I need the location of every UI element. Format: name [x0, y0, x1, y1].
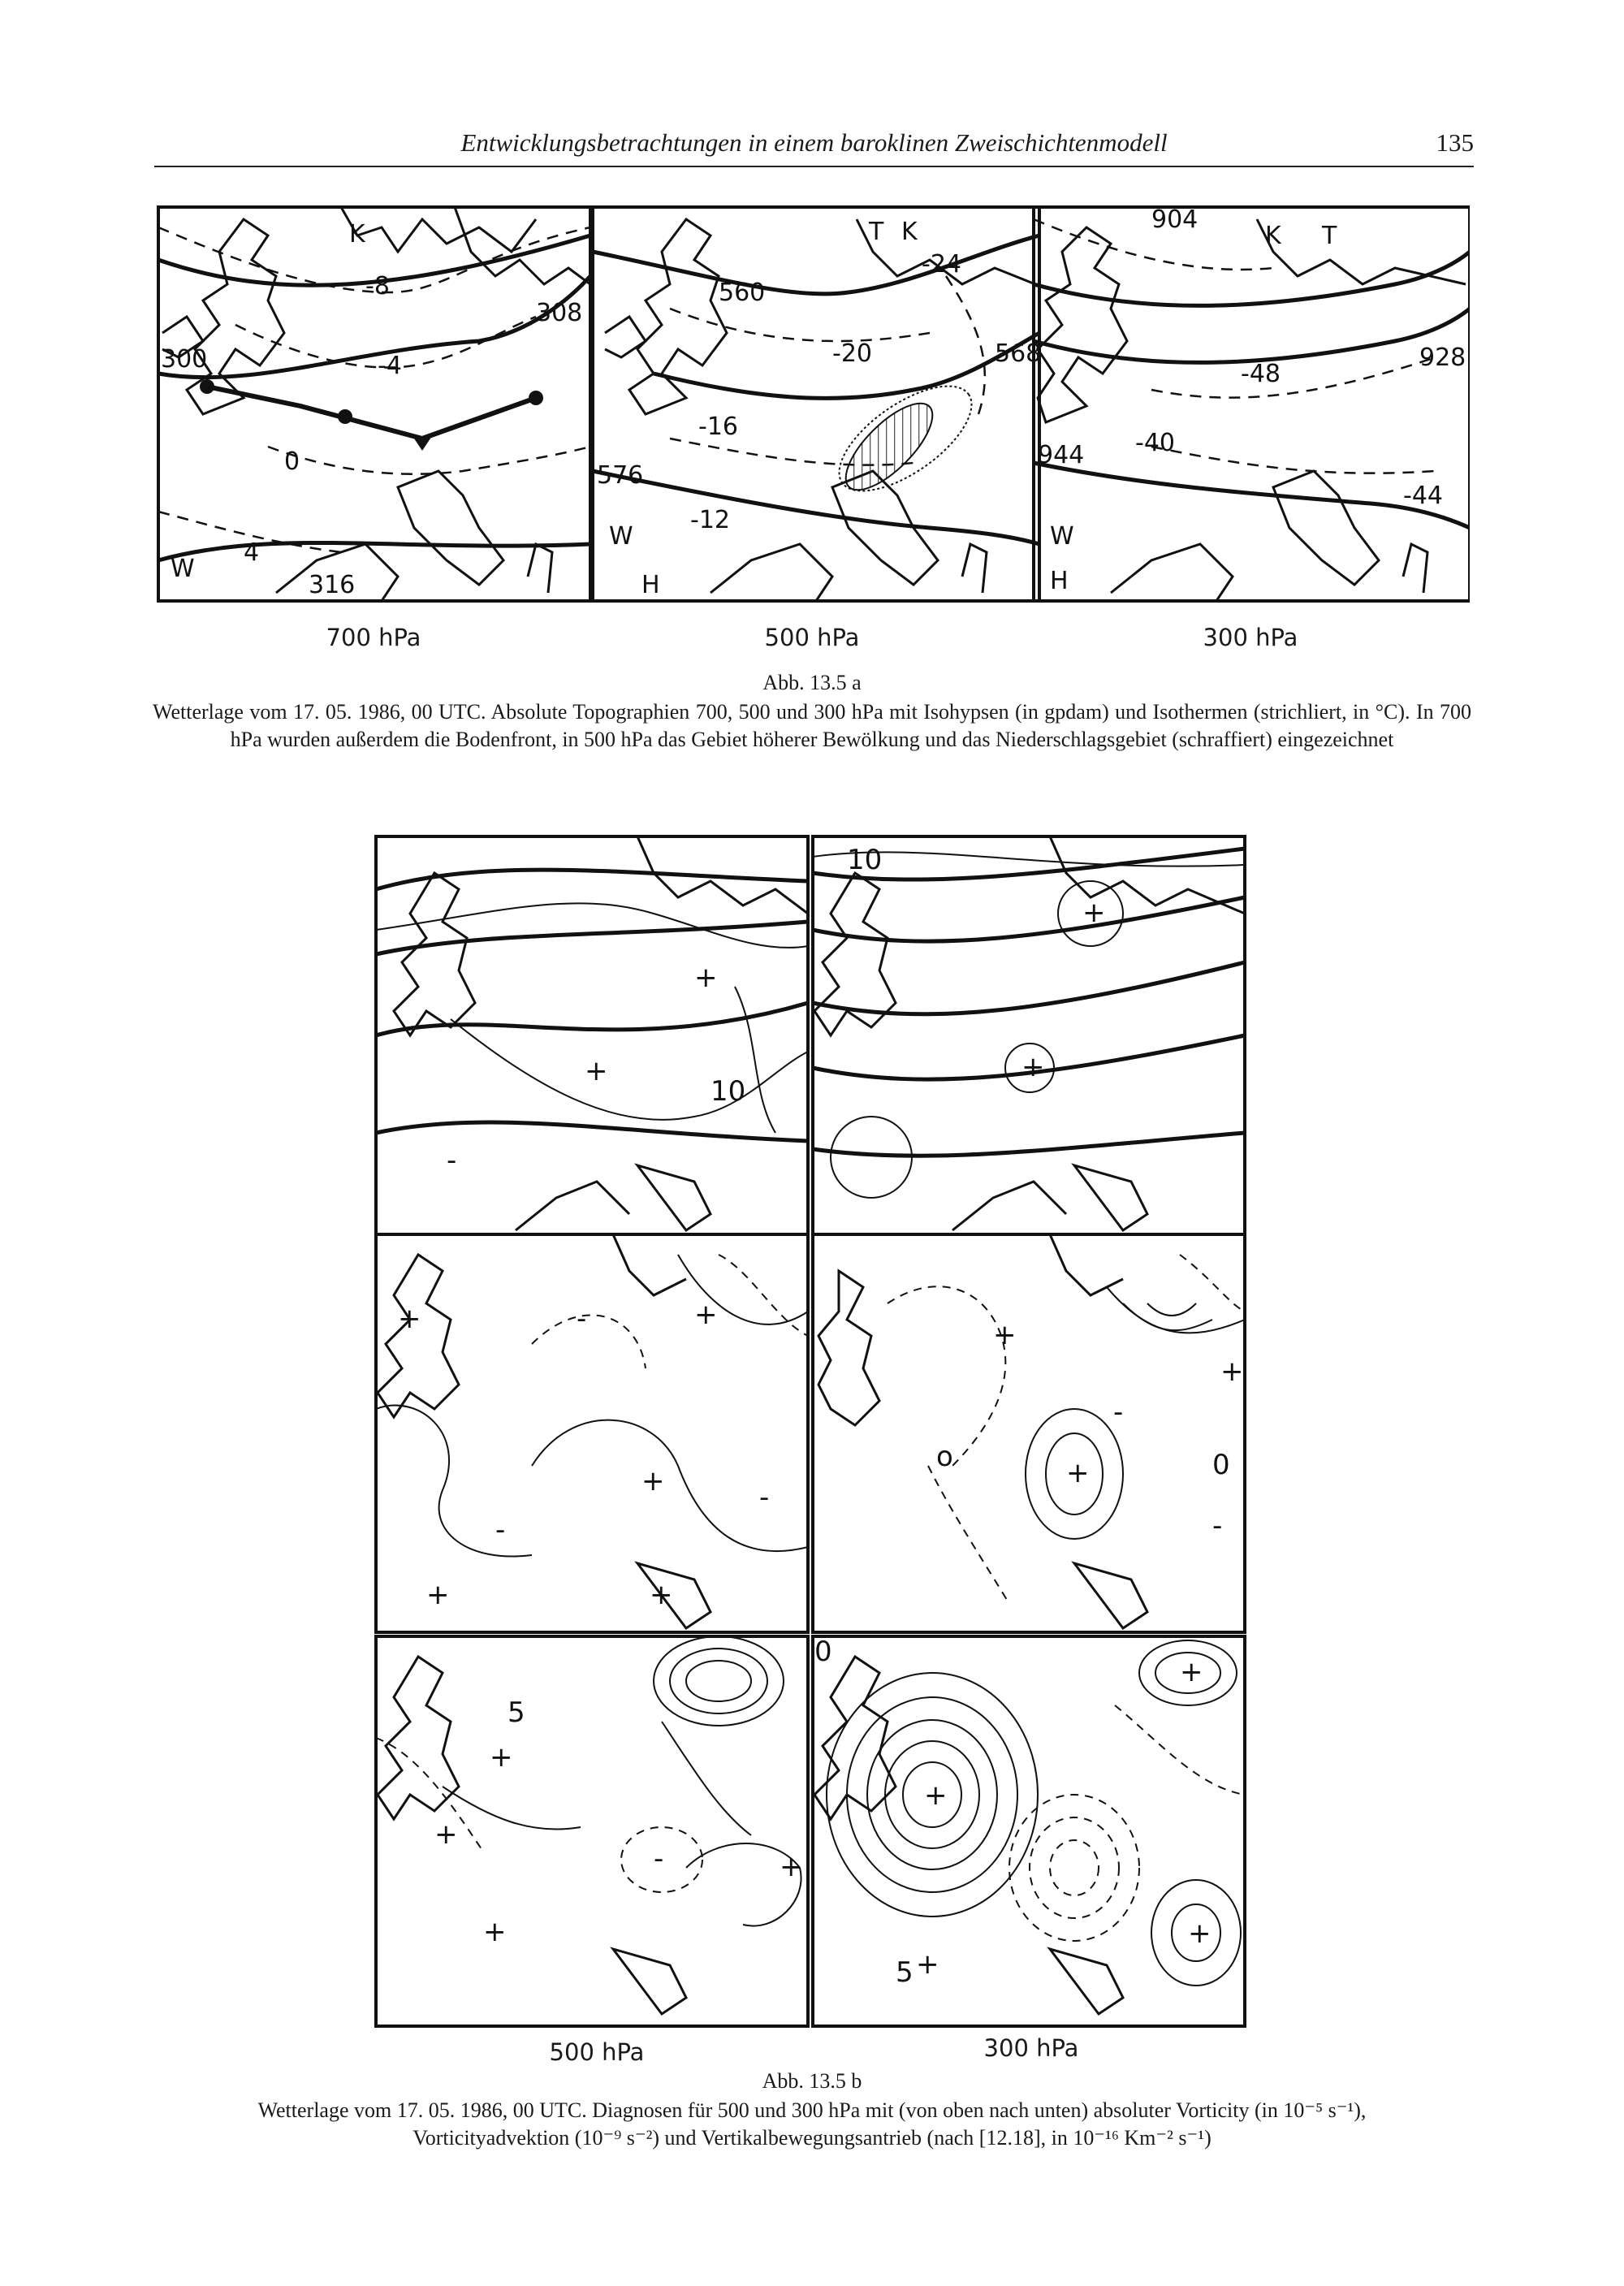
label-H: H [1050, 567, 1069, 595]
isotherm-label: -8 [365, 272, 390, 300]
advection-label: 0 [1212, 1449, 1230, 1481]
vorticity-isolines [813, 852, 1245, 1198]
coastline-outline [818, 1234, 1147, 1628]
advection-label: + [694, 1299, 718, 1331]
isohypse-label: 560 [719, 279, 766, 307]
isotherm-label: -4 [378, 352, 402, 380]
isotherm-label: -12 [690, 506, 730, 534]
forcing-label: 0 [814, 1636, 832, 1668]
vertical-forcing-500-panel [376, 1636, 808, 2026]
vertical-forcing-300-panel [813, 1636, 1245, 2026]
advection-isolines [376, 1255, 808, 1557]
vorticity-label: + [1021, 1051, 1045, 1083]
isohypse-label: 944 [1038, 441, 1085, 469]
page-number: 135 [1436, 128, 1474, 157]
isohypse-label: 316 [309, 571, 356, 599]
forcing-label: 5 [896, 1956, 914, 1989]
vorticity-label: - [447, 1144, 457, 1177]
forcing-label: + [434, 1818, 458, 1851]
label-K: K [349, 220, 365, 248]
advection-label: + [993, 1319, 1017, 1351]
figure-caption-13-5a: Wetterlage vom 17. 05. 1986, 00 UTC. Absolute Topographien 700, 500 und 300 hPa mit Isohypsen (in gpdam) und Isothermen (strichliert, in °C). In 700 hPa wurden außerdem die Bodenfront, in 500 hPa das Gebiet höherer Bewölkung und das Niederschlagsgebiet (schraffiert) eingezeichnet [153, 700, 1471, 751]
vorticity-label: + [585, 1055, 608, 1087]
coastline-outline [378, 1657, 686, 2014]
isohypse-label: 300 [161, 345, 208, 374]
isotherm-label: -48 [1241, 360, 1281, 388]
figure-13-5b-maps [369, 824, 1255, 2030]
forcing-label: 5 [508, 1696, 525, 1729]
running-header [154, 128, 1474, 167]
advection-label: - [495, 1514, 506, 1546]
vorticity-300-panel [813, 836, 1245, 1234]
forcing-isolines [443, 1636, 801, 1926]
label-W: W [171, 555, 195, 583]
isohypse-label: 928 [1419, 344, 1466, 372]
isohypse-label: 576 [597, 461, 644, 490]
forcing-label: + [916, 1948, 939, 1981]
forcing-label: - [654, 1843, 664, 1875]
column-label-300: 300 hPa [983, 2034, 1079, 2062]
coastline-outline [814, 836, 1245, 1230]
label-T: T [869, 218, 884, 246]
isohypse-lines [593, 236, 1042, 544]
column-label-500: 500 hPa [549, 2038, 645, 2066]
advection-label: + [650, 1579, 673, 1611]
advection-label: - [1113, 1396, 1124, 1428]
panel-label-700: 700 hPa [326, 624, 421, 651]
label-W: W [609, 522, 633, 551]
advection-300-panel [813, 1234, 1245, 1632]
figure-id-13-5b: Abb. 13.5 b [762, 2069, 862, 2093]
advection-label: + [1220, 1355, 1244, 1388]
figure-caption-13-5b-line1: Wetterlage vom 17. 05. 1986, 00 UTC. Diagnosen für 500 und 300 hPa mit (von oben nach unten) absoluter Vorticity (in 10⁻⁵ s⁻¹), [257, 2098, 1367, 2122]
panel-label-300: 300 hPa [1203, 624, 1298, 651]
figure-13-5a-maps [154, 203, 1470, 605]
isotherm-label: -24 [922, 250, 961, 279]
advection-label: - [577, 1303, 587, 1335]
forcing-isolines [827, 1640, 1241, 1986]
advection-label: o [936, 1441, 953, 1473]
label-W: W [1050, 522, 1074, 551]
forcing-label: + [483, 1916, 507, 1948]
advection-label: - [1212, 1510, 1223, 1542]
isohypse-label: 904 [1151, 205, 1199, 234]
surface-front [200, 379, 543, 451]
map-panel-300hpa [1034, 205, 1470, 601]
coastline-outline [1038, 219, 1466, 601]
label-H: H [641, 571, 660, 599]
forcing-negative-isolines [1009, 1705, 1245, 1941]
advection-negative-isolines [532, 1255, 808, 1368]
vorticity-label: + [694, 962, 718, 994]
vorticity-label: 10 [847, 844, 883, 876]
forcing-label: + [1188, 1917, 1212, 1950]
isotherm-label: -44 [1403, 482, 1443, 510]
vorticity-label: + [1082, 897, 1106, 929]
forcing-label: + [1180, 1656, 1203, 1688]
forcing-label: + [780, 1851, 803, 1883]
coastline-outline [814, 1657, 1123, 2014]
advection-label: + [426, 1579, 450, 1611]
map-panel-500hpa [593, 207, 1041, 601]
vorticity-label: 10 [710, 1075, 746, 1108]
advection-label: + [1066, 1457, 1090, 1489]
advection-label: - [759, 1481, 770, 1514]
isohypse-label: 568 [995, 339, 1042, 368]
advection-500-panel [376, 1234, 808, 1632]
label-K: K [901, 218, 918, 246]
vorticity-500-panel [376, 836, 808, 1234]
label-T: T [1322, 222, 1337, 250]
isotherm-label: 0 [284, 447, 300, 476]
forcing-label: + [490, 1741, 513, 1774]
panel-label-500: 500 hPa [764, 624, 860, 651]
isotherm-label: -16 [698, 413, 738, 441]
isohypse-label: 308 [536, 299, 583, 327]
label-K: K [1265, 222, 1281, 250]
figure-id-13-5a: Abb. 13.5 a [762, 671, 862, 694]
advection-isolines [1026, 1287, 1245, 1539]
running-title: Entwicklungsbetrachtungen in einem baroklinen Zweischichtenmodell [460, 128, 1168, 157]
isotherm-label: 4 [244, 538, 260, 567]
coastline-outline [378, 1234, 710, 1628]
isotherm-label: -20 [832, 339, 872, 368]
isotherm-label: -40 [1135, 429, 1175, 457]
figure-caption-13-5b-line2: Vorticityadvektion (10⁻⁹ s⁻²) und Vertikalbewegungsantrieb (nach [12.18], in 10⁻¹⁶ Km⁻² s⁻¹) [412, 2126, 1212, 2150]
forcing-label: + [924, 1779, 948, 1812]
advection-label: + [398, 1303, 421, 1335]
advection-label: + [641, 1465, 665, 1497]
map-panel-700hpa [158, 207, 590, 601]
